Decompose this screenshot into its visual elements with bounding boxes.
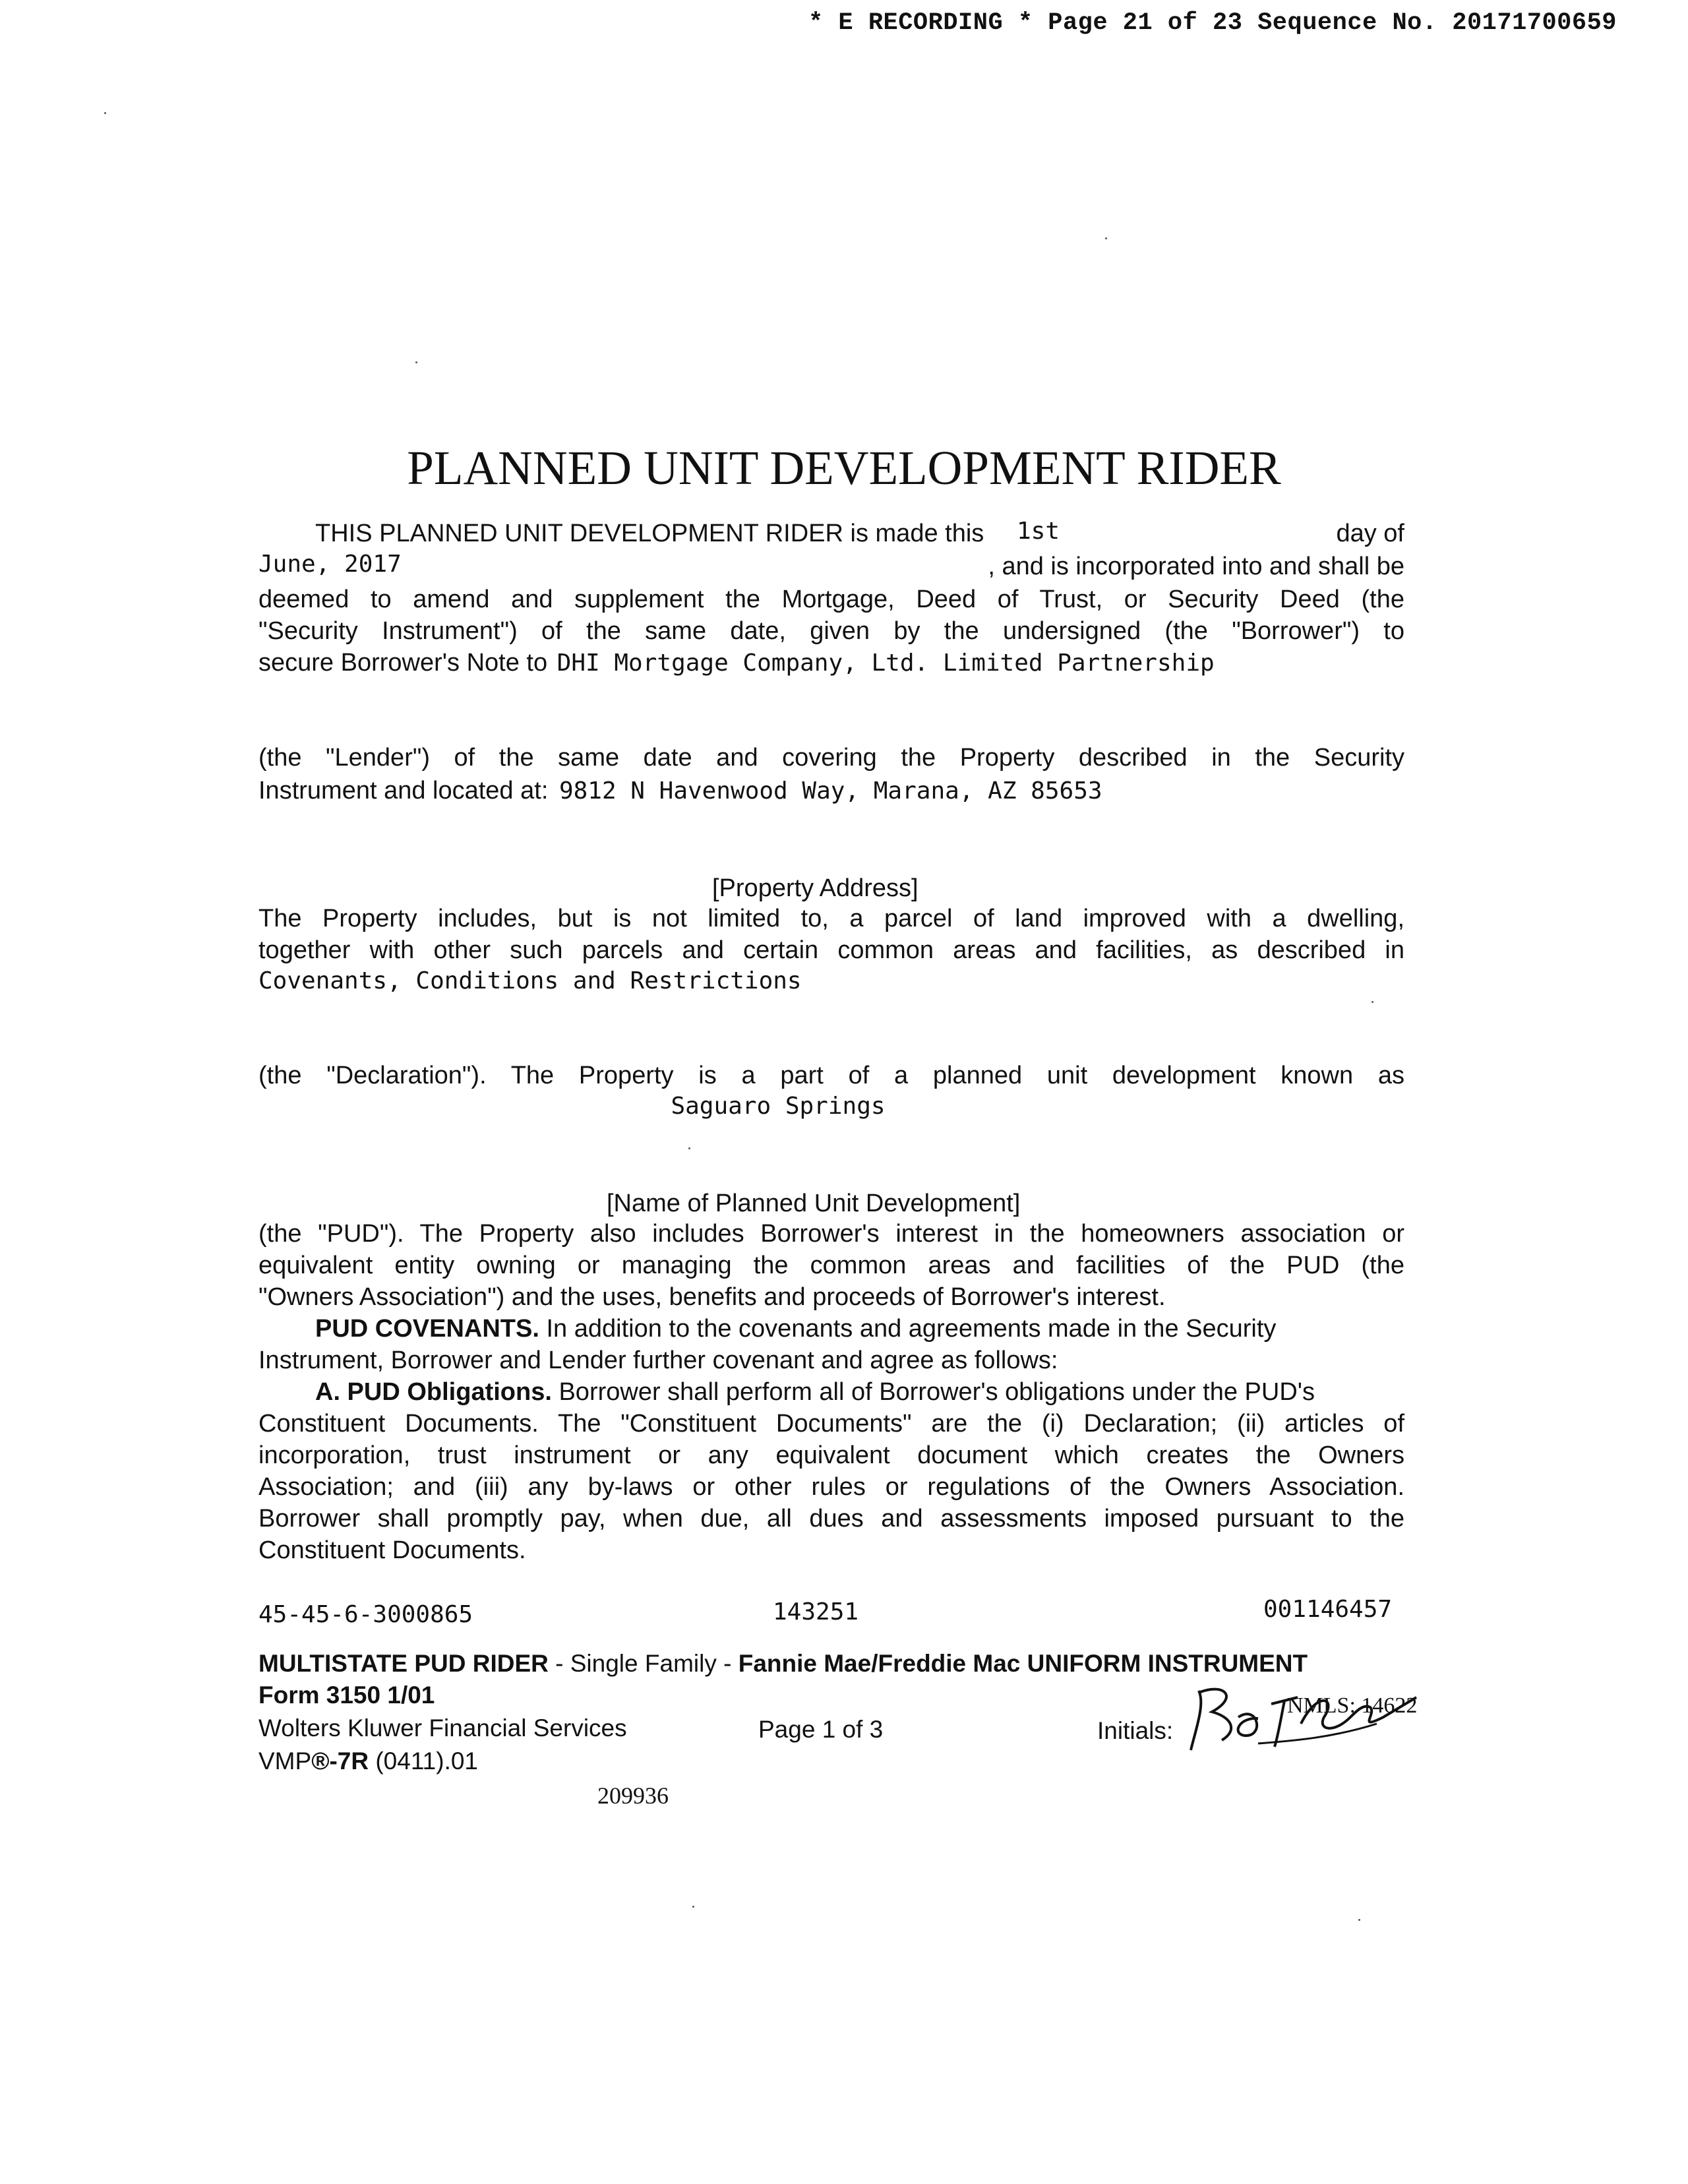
section-a-line-2: Constituent Documents. The "Constituent Documents" are the (i) Declaration; (ii) articles of bbox=[258, 1410, 1404, 1438]
pud-name-caption: [Name of Planned Unit Development] bbox=[607, 1190, 1021, 1217]
nmls-number: NMLS: 14622 bbox=[1287, 1693, 1418, 1718]
section-a-line-6: Constituent Documents. bbox=[258, 1536, 526, 1564]
section-a-line-3: incorporation, trust instrument or any equivalent document which creates the Owners bbox=[258, 1441, 1404, 1469]
section-a-heading-wrap bbox=[315, 1380, 1315, 1405]
loan-id-right: 001146457 bbox=[1263, 1596, 1393, 1623]
property-line-1: The Property includes, but is not limited to, a parcel of land improved with a dwelling, bbox=[258, 905, 1404, 932]
form-line bbox=[258, 1651, 1404, 1676]
scan-speck bbox=[1105, 237, 1107, 239]
covenants-heading-wrap bbox=[315, 1316, 1276, 1341]
vmp-version: (0411).01 bbox=[369, 1747, 478, 1774]
intro-text-5a: secure Borrower's Note to bbox=[258, 649, 548, 677]
section-a-line-5: Borrower shall promptly pay, when due, all dues and assessments imposed pursuant to the bbox=[258, 1505, 1404, 1532]
scan-speck bbox=[692, 1906, 694, 1908]
section-a-text-1: Borrower shall perform all of Borrower's obligations under the PUD's bbox=[551, 1378, 1315, 1406]
handwritten-initials-signature bbox=[1159, 1678, 1423, 1757]
section-a-heading: A. PUD Obligations. bbox=[315, 1378, 552, 1406]
form-family: - Single Family - bbox=[548, 1650, 738, 1677]
property-line-2: together with other such parcels and certain common areas and facilities, as described in bbox=[258, 936, 1404, 964]
property-address: 9812 N Havenwood Way, Marana, AZ 85653 bbox=[558, 777, 1102, 804]
lender-name: DHI Mortgage Company, Ltd. Limited Partnership bbox=[557, 650, 1215, 677]
form-instrument: Fannie Mae/Freddie Mac UNIFORM INSTRUMENT bbox=[738, 1650, 1308, 1677]
property-address-caption: [Property Address] bbox=[712, 874, 919, 902]
form-number: Form 3150 1/01 bbox=[258, 1682, 435, 1709]
declaration-document: Covenants, Conditions and Restrictions bbox=[258, 967, 802, 994]
intro-line-4: "Security Instrument") of the same date, given by the undersigned (the "Borrower") to bbox=[258, 617, 1404, 645]
vmp-brand: VMP bbox=[258, 1747, 312, 1774]
loan-id-middle: 143251 bbox=[773, 1598, 859, 1625]
property-line-4: (the "PUD"). The Property also includes Borrower's interest in the homeowners association or bbox=[258, 1220, 1404, 1248]
covenants-text-1: In addition to the covenants and agreements made in the Security bbox=[539, 1315, 1277, 1343]
publisher: Wolters Kluwer Financial Services bbox=[258, 1714, 627, 1742]
section-a-line-4: Association; and (iii) any by-laws or other rules or regulations of the Owners Association. bbox=[258, 1473, 1404, 1501]
covenants-heading: PUD COVENANTS. bbox=[315, 1315, 539, 1343]
scan-speck bbox=[415, 361, 417, 363]
rider-month-year: June, 2017 bbox=[258, 551, 402, 578]
scan-speck bbox=[688, 1147, 690, 1149]
pud-name: Saguaro Springs bbox=[671, 1093, 886, 1120]
scan-speck bbox=[1358, 1919, 1360, 1921]
intro-line-3: deemed to amend and supplement the Mortgage, Deed of Trust, or Security Deed (the bbox=[258, 586, 1404, 613]
intro-text-1b: day of bbox=[1336, 520, 1404, 547]
intro-line-7 bbox=[258, 778, 1404, 803]
intro-line-5 bbox=[258, 650, 1404, 675]
initials-label: Initials: bbox=[1097, 1717, 1174, 1744]
recording-header: * E RECORDING * Page 21 of 23 Sequence No. 20171700659 bbox=[808, 9, 1617, 37]
document-number: 209936 bbox=[597, 1782, 669, 1809]
vmp-form: ®-7R bbox=[311, 1747, 369, 1774]
property-line-3: (the "Declaration"). The Property is a part of a planned unit development known as bbox=[258, 1062, 1404, 1089]
covenants-line-2: Instrument, Borrower and Lender further covenant and agree as follows: bbox=[258, 1347, 1058, 1374]
property-line-5: equivalent entity owning or managing the common areas and facilities of the PUD (the bbox=[258, 1252, 1404, 1279]
property-line-6: "Owners Association") and the uses, benefits and proceeds of Borrower's interest. bbox=[258, 1283, 1166, 1311]
loan-id-left: 45-45-6-3000865 bbox=[258, 1601, 473, 1628]
intro-text-2: , and is incorporated into and shall be bbox=[988, 553, 1404, 580]
scan-speck bbox=[1372, 1001, 1373, 1003]
intro-text-7a: Instrument and located at: bbox=[258, 777, 549, 804]
rider-day: 1st bbox=[1017, 518, 1060, 545]
intro-text-1a: THIS PLANNED UNIT DEVELOPMENT RIDER is made this bbox=[315, 520, 984, 547]
page-indicator: Page 1 of 3 bbox=[758, 1716, 884, 1743]
scan-speck bbox=[104, 112, 106, 114]
form-title: MULTISTATE PUD RIDER bbox=[258, 1650, 549, 1677]
intro-line-6: (the "Lender") of the same date and covering the Property described in the Security bbox=[258, 744, 1404, 772]
document-title: PLANNED UNIT DEVELOPMENT RIDER bbox=[407, 441, 1281, 495]
